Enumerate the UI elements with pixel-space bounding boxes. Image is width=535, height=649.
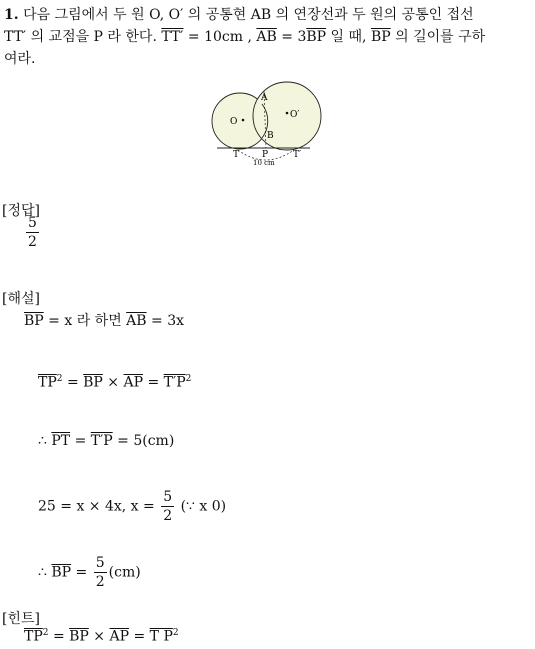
sol-fraction-1 <box>161 490 174 523</box>
answer-fraction <box>26 216 39 249</box>
problem-statement <box>4 4 485 70</box>
hint-tp-2: T P <box>149 628 173 645</box>
sol-tpp: T′P <box>163 374 186 391</box>
sol-bp-3: $\overline{BP}$ <box>51 564 72 581</box>
sol-eq-4: = <box>71 564 92 581</box>
sol-result-1: = 5(cm) <box>112 433 175 449</box>
sol-frac1-num: 5 <box>163 489 173 505</box>
answer-numerator: 5 <box>28 215 37 231</box>
answer-denominator: 2 <box>28 234 37 250</box>
sol-frac1-den: 2 <box>163 508 173 524</box>
problem-text-2c: = 3 <box>276 29 307 45</box>
sol-therefore-2: ∴ <box>38 564 52 581</box>
solution-line-3 <box>38 433 174 449</box>
sol-tpp-2: T′P <box>90 433 113 449</box>
label-t-prime: T′ <box>293 150 302 160</box>
sol-ap: $\overline{AP}$ <box>123 374 144 391</box>
center-dot-o <box>242 119 245 122</box>
problem-line-1 <box>4 4 485 26</box>
hint-exp-2: 2 <box>172 628 179 638</box>
sol-frac2-den: 2 <box>95 574 105 590</box>
hint-heading: [힌트] <box>2 611 40 627</box>
hint-ap: $\overline{AP}$ <box>109 628 130 645</box>
sol-times: × <box>102 374 124 391</box>
label-o-prime: O′ <box>290 110 300 120</box>
sol-condition: (∵ x 0) <box>176 498 227 515</box>
center-dot-o-prime <box>286 112 289 115</box>
problem-text-1: 다음 그림에서 두 원 O, O′ 의 공통현 AB 의 연장선과 두 원의 공통인 접선 <box>23 7 474 23</box>
label-b: B <box>267 131 274 141</box>
sol-tp: $\overline{TP}$ <box>38 374 57 391</box>
problem-line-2 <box>4 26 485 48</box>
geometry-figure <box>205 78 330 170</box>
answer-value <box>24 216 41 249</box>
solution-line-1 <box>24 310 184 330</box>
hint-times: × <box>88 628 110 645</box>
sol-equation: 25 = x × 4x, x = <box>38 498 160 515</box>
problem-text-2e: 의 길이를 구하 <box>390 29 486 45</box>
label-t: T <box>233 150 240 160</box>
solution-line-4 <box>38 490 226 523</box>
segment-bp-2: $\overline{BP}$ <box>370 29 391 45</box>
hint-eq-2: = <box>129 628 150 645</box>
problem-text-2a: TT′ 의 교점을 P 라 한다. <box>4 29 162 45</box>
sol-eq-2: = <box>143 374 164 391</box>
hint-tp: $\overline{TP}$ <box>24 628 43 645</box>
problem-text-2b: = 10cm , <box>183 29 257 45</box>
label-a: A <box>261 93 268 103</box>
problem-number: 1. <box>4 7 19 23</box>
sol-ab: $\overline{AB}$ <box>126 313 147 329</box>
sol-eq-3: = <box>70 433 91 449</box>
solution-line-5 <box>38 556 141 589</box>
sol-text-1b: = x 라 하면 <box>43 313 127 329</box>
sol-bp: $\overline{BP}$ <box>24 313 44 329</box>
segment-bp: $\overline{BP}$ <box>306 29 327 45</box>
hint-eq-1: = <box>48 628 70 645</box>
sol-text-1d: = 3x <box>146 313 185 329</box>
answer-heading: [정답] <box>2 203 40 219</box>
solution-heading: [해설] <box>2 291 40 307</box>
problem-text-2d: 일 때, <box>326 29 371 45</box>
label-p: P <box>262 150 269 160</box>
segment-tt: TT′ <box>161 29 184 45</box>
sol-fraction-2 <box>94 556 107 589</box>
hint-line <box>24 628 179 645</box>
sol-frac2-num: 5 <box>95 555 105 571</box>
sol-exp-1: 2 <box>56 374 63 384</box>
sol-pt: $\overline{PT}$ <box>51 433 71 449</box>
sol-therefore-1: ∴ <box>38 433 52 449</box>
problem-line-3: 여라. <box>4 51 36 67</box>
sol-eq-1: = <box>62 374 84 391</box>
segment-ab: $\overline{AB}$ <box>256 29 277 45</box>
sol-exp-2: 2 <box>185 374 192 384</box>
label-o: O <box>230 117 238 127</box>
solution-line-2 <box>38 374 191 391</box>
sol-bp-2: $\overline{BP}$ <box>83 374 103 391</box>
hint-bp: $\overline{BP}$ <box>69 628 89 645</box>
label-length: 10 cm <box>253 159 275 167</box>
hint-exp-1: 2 <box>42 628 49 638</box>
sol-unit: (cm) <box>108 564 141 581</box>
